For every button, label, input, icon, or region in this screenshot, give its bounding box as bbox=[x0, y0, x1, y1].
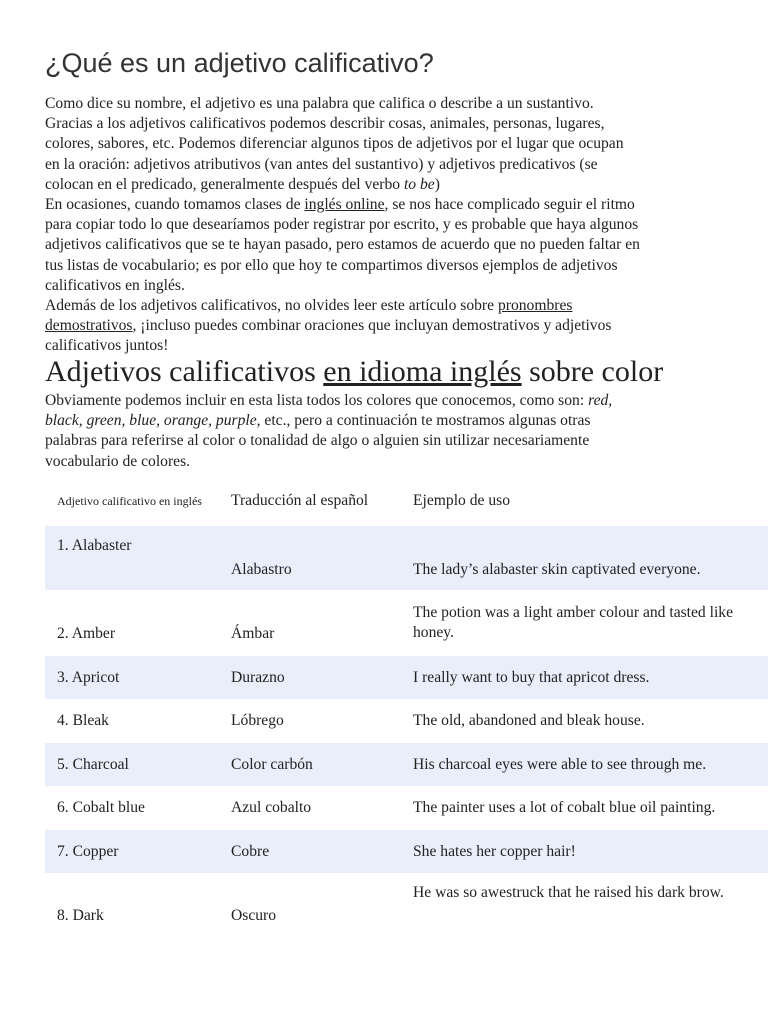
intro-paragraph bbox=[45, 94, 735, 357]
intro-line bbox=[45, 316, 735, 336]
emphasis-text: to be bbox=[403, 175, 435, 193]
table-row bbox=[45, 656, 768, 699]
intro-line bbox=[45, 296, 735, 316]
table-row bbox=[45, 830, 768, 873]
word-cell: 8. Dark bbox=[57, 907, 104, 924]
section-text: Obviamente podemos incluir en esta lista todos los colores que conocemos, como son: bbox=[45, 392, 589, 409]
translation-cell: Cobre bbox=[219, 830, 401, 873]
section-text: , etc., pero a continuación te mostramos algunas otras bbox=[256, 412, 591, 430]
page-title: ¿Qué es un adjetivo calificativo? bbox=[45, 48, 434, 78]
example-cell: She hates her copper hair! bbox=[401, 830, 768, 873]
intro-line: adjetivos calificativos que se te hayan pasado, pero estamos de acuerdo que no pueden faltar en bbox=[45, 236, 640, 254]
intro-text: En ocasiones, cuando tomamos clases de bbox=[45, 196, 305, 214]
section-paragraph bbox=[45, 391, 735, 472]
intro-text: ) bbox=[434, 175, 440, 193]
intro-text: , se nos hace complicado seguir el ritmo bbox=[384, 196, 635, 214]
translation-cell: Lóbrego bbox=[231, 712, 284, 729]
word-cell: 2. Amber bbox=[57, 625, 116, 642]
intro-line: calificativos en inglés. bbox=[45, 276, 185, 294]
table-row bbox=[45, 699, 768, 743]
section-heading bbox=[45, 355, 663, 389]
ingles-online-link[interactable]: inglés online bbox=[304, 196, 385, 214]
example-cell: The potion was a light amber colour and tasted like honey. bbox=[413, 604, 734, 641]
section-line bbox=[45, 411, 735, 431]
table-row bbox=[45, 873, 768, 959]
intro-text: colocan en el predicado, generalmente después del verbo bbox=[45, 175, 404, 193]
word-cell: 4. Bleak bbox=[57, 712, 109, 729]
translation-cell: Oscuro bbox=[231, 907, 277, 924]
intro-text: Además de los adjetivos calificativos, no olvides leer este artículo sobre bbox=[45, 297, 498, 315]
translation-cell: Durazno bbox=[219, 656, 401, 699]
column-header: Ejemplo de uso bbox=[413, 492, 511, 509]
intro-line: tus listas de vocabulario; es por ello que hoy te compartimos diversos ejemplos de adjetivos bbox=[45, 256, 618, 274]
intro-line: Gracias a los adjetivos calificativos podemos describir cosas, animales, personas, lugares, bbox=[45, 115, 605, 133]
word-cell: 7. Copper bbox=[45, 830, 219, 873]
heading-text: sobre color bbox=[521, 355, 664, 388]
intro-line: en la oración: adjetivos atributivos (van antes del sustantivo) y adjetivos predicativos (se bbox=[45, 155, 598, 173]
heading-text: Adjetivos calificativos bbox=[45, 355, 324, 388]
word-cell: 3. Apricot bbox=[45, 656, 219, 699]
column-header: Traducción al español bbox=[231, 492, 369, 509]
intro-line bbox=[45, 195, 735, 215]
word-cell: 5. Charcoal bbox=[45, 743, 219, 786]
intro-line bbox=[45, 175, 735, 195]
column-header: Adjetivo calificativo en inglés bbox=[57, 494, 202, 508]
translation-cell: Ámbar bbox=[231, 625, 275, 642]
example-cell: He was so awestruck that he raised his dark brow. bbox=[413, 884, 724, 901]
translation-cell: Azul cobalto bbox=[231, 799, 312, 816]
section-line: vocabulario de colores. bbox=[45, 452, 191, 470]
example-cell: I really want to buy that apricot dress. bbox=[401, 656, 768, 699]
translation-cell: Color carbón bbox=[219, 743, 401, 786]
intro-text: , ¡incluso puedes combinar oraciones que incluyan demostrativos y adjetivos bbox=[132, 317, 612, 335]
intro-line: Como dice su nombre, el adjetivo es una palabra que califica o describe a un sustantivo. bbox=[45, 95, 594, 112]
demostrativos-link[interactable]: demostrativos bbox=[45, 317, 133, 335]
vocabulary-table bbox=[45, 476, 768, 959]
table-header-row bbox=[45, 476, 768, 526]
table-row bbox=[45, 786, 768, 830]
word-cell: 1. Alabaster bbox=[45, 526, 219, 590]
intro-line: colores, sabores, etc. Podemos diferenciar algunos tipos de adjetivos por el lugar que ocupan bbox=[45, 135, 624, 153]
section-line: palabras para referirse al color o tonalidad de algo o alguien sin utilizar necesariamente bbox=[45, 432, 590, 450]
section-line bbox=[45, 391, 735, 411]
table-row bbox=[45, 598, 768, 648]
pronombres-link[interactable]: pronombres bbox=[497, 297, 573, 315]
translation-cell: Alabastro bbox=[219, 526, 401, 590]
example-cell: The old, abandoned and bleak house. bbox=[413, 712, 645, 729]
table-row bbox=[45, 743, 768, 786]
table-row bbox=[45, 526, 768, 590]
emphasis-text: black, green, blue, orange, purple bbox=[45, 412, 257, 430]
intro-line: para copiar todo lo que desearíamos poder registrar por escrito, y es probable que haya algunos bbox=[45, 216, 639, 234]
example-cell: His charcoal eyes were able to see through me. bbox=[401, 743, 768, 786]
word-cell: 6. Cobalt blue bbox=[57, 799, 145, 816]
example-cell: The painter uses a lot of cobalt blue oil painting. bbox=[413, 799, 716, 816]
example-cell: The lady’s alabaster skin captivated everyone. bbox=[401, 526, 768, 590]
intro-line: calificativos juntos! bbox=[45, 337, 169, 355]
idioma-ingles-link[interactable]: en idioma inglés bbox=[323, 355, 522, 388]
emphasis-text: red, bbox=[588, 392, 613, 409]
